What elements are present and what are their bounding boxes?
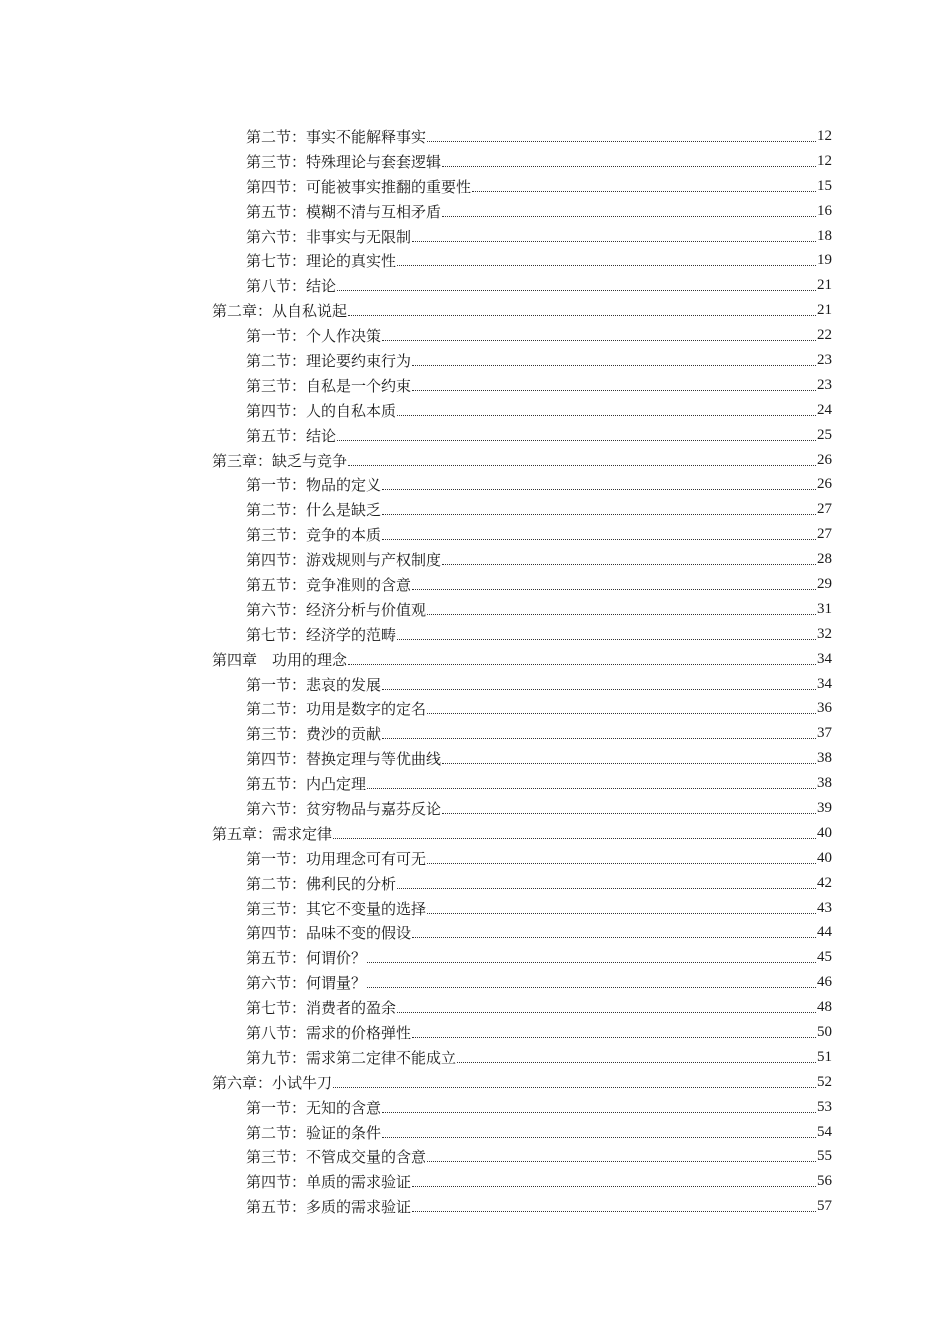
toc-section-entry[interactable] <box>0 1020 832 1045</box>
dot-leader <box>412 390 816 391</box>
toc-entry-title: 第三节：不管成交量的含意 <box>246 1148 427 1167</box>
toc-entry-page-number: 24 <box>817 401 832 418</box>
dot-leader <box>382 738 816 739</box>
toc-entry-title: 第七节：消费者的盈余 <box>246 999 397 1018</box>
dot-leader <box>382 489 816 490</box>
dot-leader <box>427 614 816 615</box>
toc-entry-page-number: 46 <box>817 974 832 991</box>
toc-section-entry[interactable] <box>0 174 832 199</box>
toc-entry-title: 第八节：结论 <box>246 277 337 296</box>
toc-section-entry[interactable] <box>0 696 832 721</box>
toc-entry-title: 第八节：需求的价格弹性 <box>246 1024 412 1042</box>
toc-entry-page-number: 28 <box>817 551 832 568</box>
toc-entry-title: 第六章：小试牛刀 <box>212 1073 333 1092</box>
dot-leader <box>412 1186 816 1187</box>
toc-entry-title: 第三节：费沙的贡献 <box>246 725 382 744</box>
dot-leader <box>412 1211 816 1212</box>
toc-entry-title: 第三节：其它不变量的选择 <box>246 899 427 918</box>
toc-entry-page-number: 40 <box>817 824 832 841</box>
toc-entry-page-number: 12 <box>817 127 832 144</box>
toc-section-entry[interactable] <box>0 796 832 821</box>
toc-section-entry[interactable] <box>0 149 832 174</box>
toc-entry-title: 第二节：佛利民的分析 <box>246 874 397 893</box>
toc-entry-page-number: 34 <box>817 650 832 667</box>
toc-section-entry[interactable] <box>0 348 832 373</box>
toc-entry-page-number: 54 <box>817 1123 832 1140</box>
toc-section-entry[interactable] <box>0 423 832 448</box>
toc-section-entry[interactable] <box>0 622 832 647</box>
toc-section-entry[interactable] <box>0 248 832 273</box>
toc-entry-page-number: 22 <box>817 327 832 344</box>
toc-entry-title: 第七节：理论的真实性 <box>246 252 397 271</box>
toc-entry-title: 第六节：贫穷物品与嘉芬反论 <box>246 799 442 818</box>
dot-leader <box>397 888 816 889</box>
toc-section-entry[interactable] <box>0 199 832 224</box>
toc-entry-page-number: 38 <box>817 750 832 767</box>
toc-entry-page-number: 21 <box>817 277 832 294</box>
toc-entry-title: 第二节：理论要约束行为 <box>246 351 412 370</box>
toc-section-entry[interactable] <box>0 721 832 746</box>
toc-entry-page-number: 27 <box>817 501 832 518</box>
table-of-contents <box>0 124 950 1219</box>
toc-entry-title: 第五节：模糊不清与互相矛盾 <box>246 202 442 221</box>
toc-entry-page-number: 21 <box>817 302 832 319</box>
toc-entry-page-number: 29 <box>817 575 832 592</box>
dot-leader <box>427 863 816 864</box>
toc-section-entry[interactable] <box>0 672 832 697</box>
dot-leader <box>382 689 816 690</box>
toc-entry-page-number: 26 <box>817 476 832 493</box>
toc-section-entry[interactable] <box>0 373 832 398</box>
toc-section-entry[interactable] <box>0 224 832 249</box>
toc-section-entry[interactable] <box>0 896 832 921</box>
toc-section-entry[interactable] <box>0 771 832 796</box>
toc-entry-page-number: 16 <box>817 202 832 219</box>
toc-section-entry[interactable] <box>0 597 832 622</box>
toc-entry-title: 第二节：验证的条件 <box>246 1123 382 1142</box>
toc-entry-page-number: 50 <box>817 1024 832 1040</box>
toc-entry-title: 第五节：何谓价？ <box>246 949 367 968</box>
toc-entry-page-number: 39 <box>817 799 832 816</box>
toc-entry-page-number: 31 <box>817 600 832 617</box>
toc-entry-page-number: 51 <box>817 1048 832 1065</box>
dot-leader <box>382 514 816 515</box>
toc-entry-title: 第五节：竞争准则的含意 <box>246 575 412 594</box>
dot-leader <box>472 191 816 192</box>
dot-leader <box>412 365 816 366</box>
toc-entry-title: 第一节：功用理念可有可无 <box>246 849 427 868</box>
toc-section-entry[interactable] <box>0 945 832 970</box>
toc-entry-page-number: 55 <box>817 1148 832 1165</box>
toc-section-entry[interactable] <box>0 497 832 522</box>
dot-leader <box>397 415 816 416</box>
dot-leader <box>412 589 816 590</box>
dot-leader <box>442 166 816 167</box>
toc-section-entry[interactable] <box>0 1095 832 1120</box>
toc-entry-page-number: 34 <box>817 675 832 692</box>
toc-section-entry[interactable] <box>0 921 832 946</box>
toc-chapter-entry[interactable] <box>0 448 832 473</box>
toc-entry-title: 第四节：单质的需求验证 <box>246 1173 412 1192</box>
toc-section-entry[interactable] <box>0 547 832 572</box>
toc-entry-title: 第三节：自私是一个约束 <box>246 376 412 395</box>
toc-entry-title: 第五节：内凸定理 <box>246 775 367 794</box>
toc-entry-page-number: 52 <box>817 1073 832 1090</box>
toc-entry-title: 第四节：替换定理与等优曲线 <box>246 750 442 769</box>
toc-entry-page-number: 25 <box>817 426 832 443</box>
toc-entry-page-number: 23 <box>817 351 832 368</box>
toc-section-entry[interactable] <box>0 970 832 995</box>
dot-leader <box>382 1112 816 1113</box>
toc-section-entry[interactable] <box>0 1194 832 1219</box>
dot-leader <box>397 265 816 266</box>
toc-entry-title: 第一节：个人作决策 <box>246 327 382 346</box>
toc-entry-title: 第六节：何谓量？ <box>246 974 367 993</box>
toc-entry-title: 第四节：可能被事实推翻的重要性 <box>246 177 472 196</box>
toc-entry-page-number: 36 <box>817 700 832 717</box>
toc-entry-title: 第一节：物品的定义 <box>246 476 382 495</box>
toc-entry-page-number: 15 <box>817 177 832 194</box>
dot-leader <box>382 1137 816 1138</box>
toc-entry-page-number: 23 <box>817 376 832 393</box>
dot-leader <box>427 1161 816 1162</box>
toc-chapter-entry[interactable] <box>0 647 832 672</box>
toc-entry-page-number: 56 <box>817 1173 832 1190</box>
toc-entry-title: 第一节：悲哀的发展 <box>246 675 382 694</box>
dot-leader <box>427 713 816 714</box>
toc-entry-title: 第二节：功用是数字的定名 <box>246 700 427 719</box>
toc-entry-page-number: 57 <box>817 1198 832 1215</box>
toc-entry-title: 第六节：经济分析与价值观 <box>246 600 427 619</box>
toc-entry-title: 第四节：品味不变的假设 <box>246 924 412 943</box>
toc-entry-title: 第七节：经济学的范畴 <box>246 625 397 644</box>
dot-leader <box>367 962 816 963</box>
dot-leader <box>397 1012 816 1013</box>
toc-entry-page-number: 27 <box>817 526 832 543</box>
toc-entry-page-number: 40 <box>817 849 832 866</box>
toc-chapter-entry[interactable] <box>0 821 832 846</box>
toc-entry-title: 第二节：什么是缺乏 <box>246 501 382 520</box>
dot-leader <box>348 664 816 665</box>
dot-leader <box>337 440 816 441</box>
toc-entry-page-number: 37 <box>817 725 832 742</box>
toc-entry-page-number: 26 <box>817 451 832 468</box>
toc-entry-title: 第三节：特殊理论与套套逻辑 <box>246 152 442 171</box>
toc-section-entry[interactable] <box>0 1145 832 1170</box>
toc-entry-page-number: 44 <box>817 924 832 941</box>
dot-leader <box>337 290 816 291</box>
toc-section-entry[interactable] <box>0 273 832 298</box>
toc-section-entry[interactable] <box>0 871 832 896</box>
toc-section-entry[interactable] <box>0 398 832 423</box>
toc-entry-title: 第五章：需求定律 <box>212 824 333 843</box>
dot-leader <box>442 813 816 814</box>
toc-entry-page-number: 53 <box>817 1098 832 1115</box>
dot-leader <box>412 1037 816 1038</box>
toc-entry-title: 第二节：事实不能解释事实 <box>246 127 427 146</box>
dot-leader <box>442 763 816 764</box>
dot-leader <box>367 987 816 988</box>
toc-entry-title: 第三章：缺乏与竞争 <box>212 451 348 470</box>
toc-section-entry[interactable] <box>0 1169 832 1194</box>
dot-leader <box>397 639 816 640</box>
toc-section-entry[interactable] <box>0 846 832 871</box>
toc-entry-page-number: 48 <box>817 999 832 1016</box>
toc-entry-page-number: 19 <box>817 252 832 269</box>
toc-entry-title: 第一节：无知的含意 <box>246 1098 382 1117</box>
toc-entry-title: 第四节：游戏规则与产权制度 <box>246 551 442 570</box>
dot-leader <box>457 1062 816 1063</box>
dot-leader <box>333 838 816 839</box>
toc-entry-title: 第五节：多质的需求验证 <box>246 1198 412 1217</box>
dot-leader <box>333 1087 816 1088</box>
toc-entry-page-number: 45 <box>817 949 832 966</box>
toc-section-entry[interactable] <box>0 1045 832 1070</box>
toc-chapter-entry[interactable] <box>0 298 832 323</box>
toc-entry-page-number: 12 <box>817 152 832 169</box>
toc-entry-title: 第四章 功用的理念 <box>212 650 348 669</box>
toc-section-entry[interactable] <box>0 746 832 771</box>
toc-section-entry[interactable] <box>0 323 832 348</box>
toc-entry-page-number: 42 <box>817 874 832 891</box>
toc-section-entry[interactable] <box>0 124 832 149</box>
toc-entry-title: 第三节：竞争的本质 <box>246 526 382 545</box>
dot-leader <box>348 315 816 316</box>
dot-leader <box>382 539 816 540</box>
toc-chapter-entry[interactable] <box>0 1070 832 1095</box>
toc-entry-title: 第五节：结论 <box>246 426 337 445</box>
toc-section-entry[interactable] <box>0 995 832 1020</box>
toc-section-entry[interactable] <box>0 522 832 547</box>
toc-entry-page-number: 32 <box>817 625 832 642</box>
toc-entry-title: 第九节：需求第二定律不能成立 <box>246 1048 457 1067</box>
dot-leader <box>442 564 816 565</box>
toc-section-entry[interactable] <box>0 472 832 497</box>
toc-entry-title: 第四节：人的自私本质 <box>246 401 397 420</box>
toc-section-entry[interactable] <box>0 1120 832 1145</box>
toc-section-entry[interactable] <box>0 572 832 597</box>
toc-entry-page-number: 38 <box>817 775 832 792</box>
toc-entry-page-number: 43 <box>817 899 832 916</box>
toc-entry-title: 第六节：非事实与无限制 <box>246 227 412 246</box>
dot-leader <box>367 788 816 789</box>
dot-leader <box>348 465 816 466</box>
toc-entry-page-number: 18 <box>817 227 832 244</box>
dot-leader <box>427 141 816 142</box>
toc-entry-title: 第二章：从自私说起 <box>212 302 348 321</box>
dot-leader <box>412 241 816 242</box>
dot-leader <box>382 340 816 341</box>
dot-leader <box>412 937 816 938</box>
dot-leader <box>442 216 816 217</box>
dot-leader <box>427 913 816 914</box>
